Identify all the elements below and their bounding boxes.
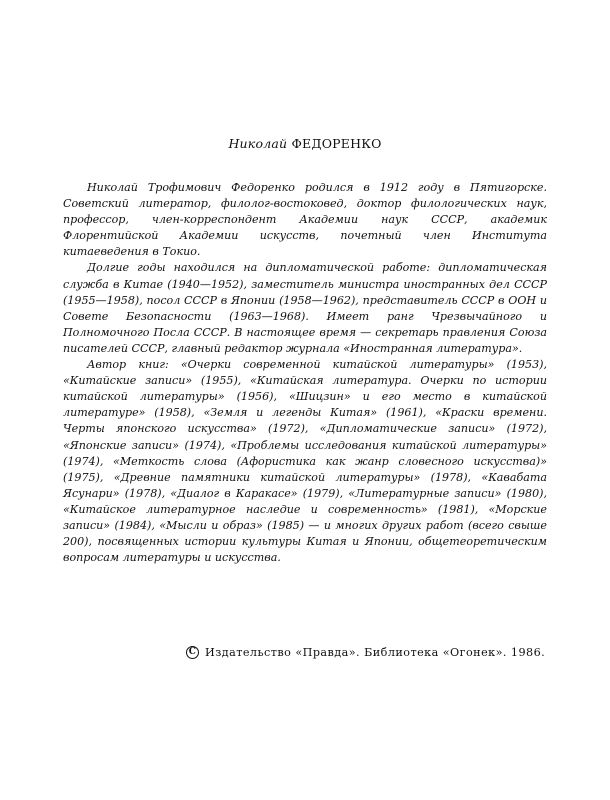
copyright-icon: C xyxy=(186,646,199,659)
author-biography xyxy=(63,180,547,566)
author-heading xyxy=(0,136,610,151)
author-surname: ФЕДОРЕНКО xyxy=(291,136,382,151)
copyright-line xyxy=(186,646,558,659)
biography-paragraph-birth: Николай Трофимович Федоренко родился в 1912 году в Пятигорске. Советский литератор, филолог-востоковед, доктор филологических наук, профессор, член-корреспондент Академии наук СССР, академик Флорентийской Академии искусств, почетный член Института китаеведения в Токио. xyxy=(63,181,547,259)
author-given-name: Николай xyxy=(228,136,288,151)
biography-paragraph-works: Автор книг: «Очерки современной китайской литературы» (1953), «Китайские записи» (1955), «Китайская литература. Очерки по истории китайской литературы» (1956), «Шицзин» и его место в китайской литературе» (1958), «Земля и легенды Китая» (1961), «Краски времени. Черты японского искусства» (1972), «Дипломатические записи» (1972), «Японские записи» (1974), «Проблемы исследования китайской литературы» (1974), «Меткость слова (Афористика как жанр словесного искусства)» (1975), «Древние памятники китайской литературы» (1978), «Кавабата Ясунари» (1978), «Диалог в Каракасе» (1979), «Литературные записи» (1980), «Китайское литературное наследие и современность» (1981), «Морские записи» (1984), «Мысли и образ» (1985) — и многих других работ (всего свыше 200), посвященных истории культуры Китая и Японии, общетеоретическим вопросам литературы и искусства. xyxy=(63,358,547,565)
biography-paragraph-diplomacy: Долгие годы находился на дипломатической работе: дипломатическая служба в Китае (1940—1952), заместитель министра иностранных дел СССР (1955—1958), посол СССР в Японии (1958—1962), представитель СССР в ООН и Совете Безопасности (1963—1968). Имеет ранг Чрезвычайного и Полномочного Посла СССР. В настоящее время — секретарь правления Союза писателей СССР, главный редактор журнала «Иностранная литература». xyxy=(63,261,547,355)
copyright-text: Издательство «Правда». Библиотека «Огонек». 1986. xyxy=(205,646,546,659)
